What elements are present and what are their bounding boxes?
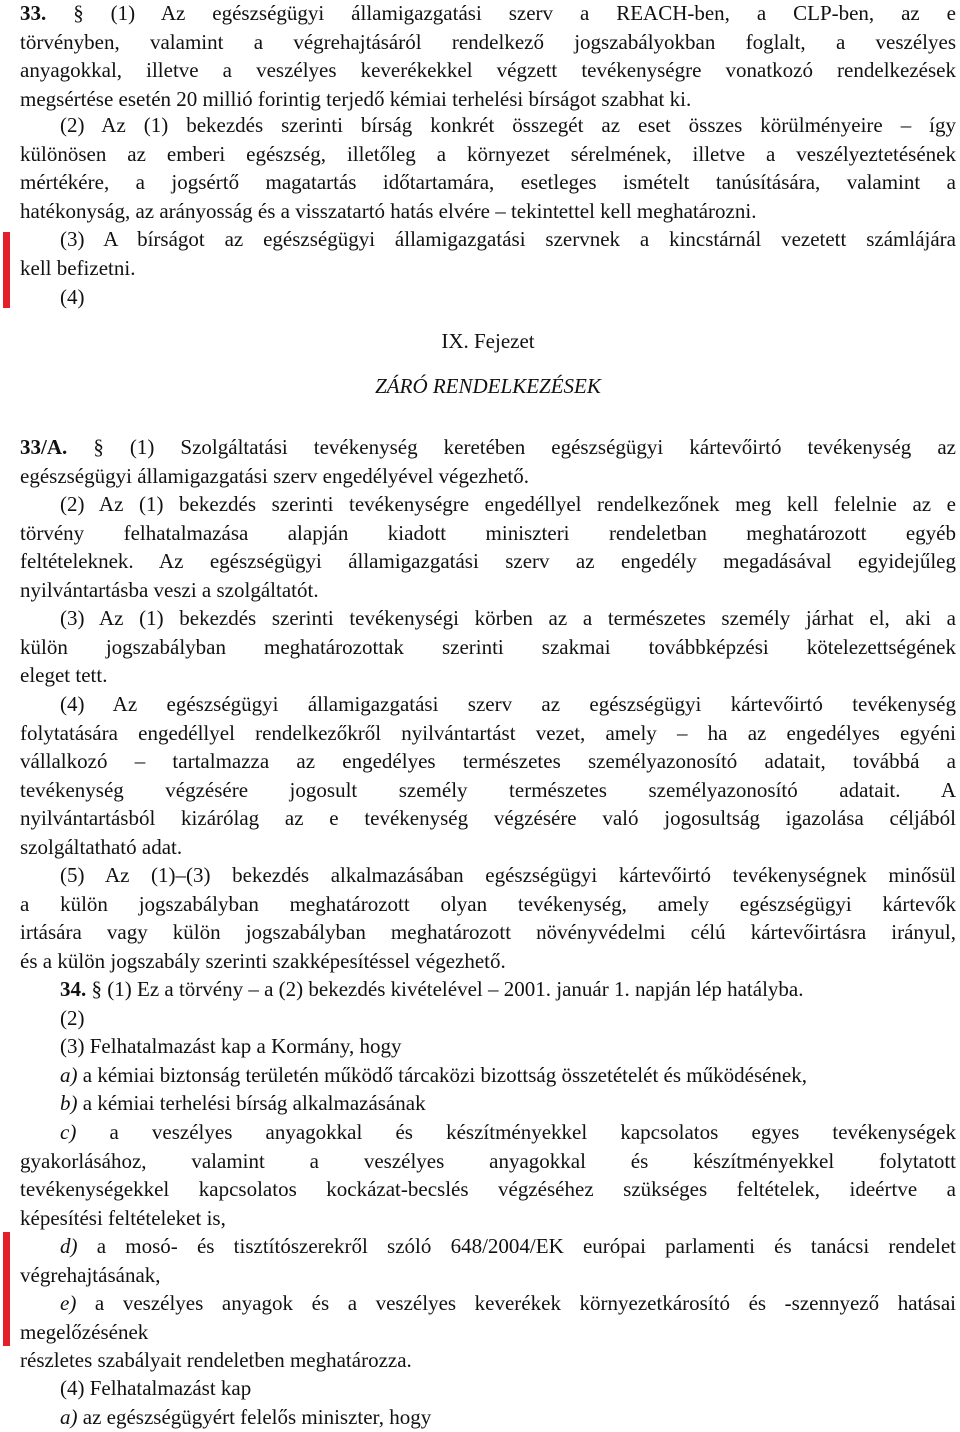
list-marker: c) [60,1120,77,1144]
list-item-b: b) a kémiai terhelési bírság alkalmazásának [60,1091,426,1115]
section-33a-paragraph-3: (3) Az (1) bekezdés szerinti tevékenységi körben az a természetes személy járhat el, aki a külön jogszabályban meghatározottak szerinti szakmai továbbképzési kötelezettségének eleget tett. [20,606,956,688]
section-33a-paragraph-1: 33/A. § (1) Szolgáltatási tevékenység keretében egészségügyi kártevőirtó tevékenység az egészségügyi államigazgatási szerv engedélyével végezhető. [20,435,956,488]
section-number: 34. [60,977,87,1001]
section-33a-paragraph-5: (5) Az (1)–(3) bekezdés alkalmazásában egészségügyi kártevőirtó tevékenységnek minősül a külön jogszabályban meghatározott olyan tevékenység, amely egészségügyi kártevők irtására vagy külön jogszabályban meghatározott növényvédelmi célú kártevőirtásra irányul, és a külön jogszabály szerinti szakképesítéssel végezhető. [20,863,956,973]
section-34-paragraph-2: (2) [60,1006,85,1030]
list-marker: a) [60,1063,78,1087]
list-marker: d) [60,1234,78,1258]
list-marker: a) [60,1405,78,1429]
list-item-a: a) a kémiai biztonság területén működő tárcaközi bizottság összetételét és működésének, [60,1063,808,1087]
chapter-subtitle: ZÁRÓ RENDELKEZÉSEK [375,374,601,398]
section-33-paragraph-3: (3) A bírságot az egészségügyi államigazgatási szervnek a kincstárnál vezetett számlájára kell befizetni. [20,227,956,280]
list-item-d: d) a mosó- és tisztítószerekről szóló 648/2004/EK európai parlamenti és tanácsi rendelet végrehajtásának, [20,1234,956,1287]
section-34-paragraph-3: (3) Felhatalmazást kap a Kormány, hogy [60,1034,402,1058]
change-bar [3,1232,10,1346]
section-33-paragraph-1: 33. § (1) Az egészségügyi államigazgatási szerv a REACH-ben, a CLP-ben, az e törvényben, valamint a végrehajtásáról rendelkező jogszabályokban foglalt, a veszélyes anyagokkal, illetve a veszélyes keverékekkel végzett tevékenységre vonatkozó rendelkezések megsértése esetén 20 millió forintig terjedő kémiai terhelési bírságot szabhat ki. [20,1,956,111]
section-number: 33/A. [20,435,68,459]
chapter-title: IX. Fejezet [441,329,535,353]
section-33-paragraph-4: (4) [60,285,85,309]
list-marker: b) [60,1091,78,1115]
closing-line: részletes szabályait rendeletben meghatározza. [20,1348,412,1372]
list-item-a-minister: a) az egészségügyért felelős miniszter, hogy [60,1405,432,1429]
section-33a-paragraph-4: (4) Az egészségügyi államigazgatási szerv az egészségügyi kártevőirtó tevékenység folytatására engedéllyel rendelkezőkről nyilvántartást vezet, amely – ha az engedélyes egyéni vállalkozó – tartalmazza az engedélyes természetes személyazonosító adatait, továbbá a tevékenység végzésére jogosult személy természetes személyazonosító adatait. A nyilvántartásból kizárólag az e tevékenység végzésére való jogosultság igazolása céljából szolgáltatható adat. [20,692,956,859]
list-item-c: c) a veszélyes anyagokkal és készítményekkel kapcsolatos egyes tevékenységek gyakorlásához, valamint a veszélyes anyagokkal és készítményekkel folytatott tevékenységekkel kapcsolatos kockázat-becslés végzéséhez szükséges feltételek, ideértve a képesítési feltételeket is, [20,1120,956,1230]
section-33-paragraph-2: (2) Az (1) bekezdés szerinti bírság konkrét összegét az eset összes körülményeire – így különösen az emberi egészség, illetőleg a környezet sérelmének, illetve a veszélyeztetésének mértékére, a jogsértő magatartás időtartamára, esetleges ismételt tanúsítására, valamint a hatékonyság, az arányosság és a visszatartó hatás elvére – tekintettel kell meghatározni. [20,113,956,223]
list-marker: e) [60,1291,77,1315]
change-bar [3,232,10,308]
section-number: 33. [20,1,47,25]
section-33a-paragraph-2: (2) Az (1) bekezdés szerinti tevékenységre engedéllyel rendelkezőnek meg kell felelnie az e törvény felhatalmazása alapján kiadott miniszteri rendeletban meghatározott egyéb feltételeknek. Az egészségügyi államigazgatási szerv az engedély megadásával egyidejűleg nyilvántartásba veszi a szolgáltatót. [20,492,956,602]
section-34-paragraph-4: (4) Felhatalmazást kap [60,1376,252,1400]
list-item-e: e) a veszélyes anyagok és a veszélyes keverékek környezetkárosító és -szennyező hatásai megelőzésének [20,1291,956,1344]
section-34-paragraph-1: 34. § (1) Ez a törvény – a (2) bekezdés kivételével – 2001. január 1. napján lép hatályba. [60,977,804,1001]
